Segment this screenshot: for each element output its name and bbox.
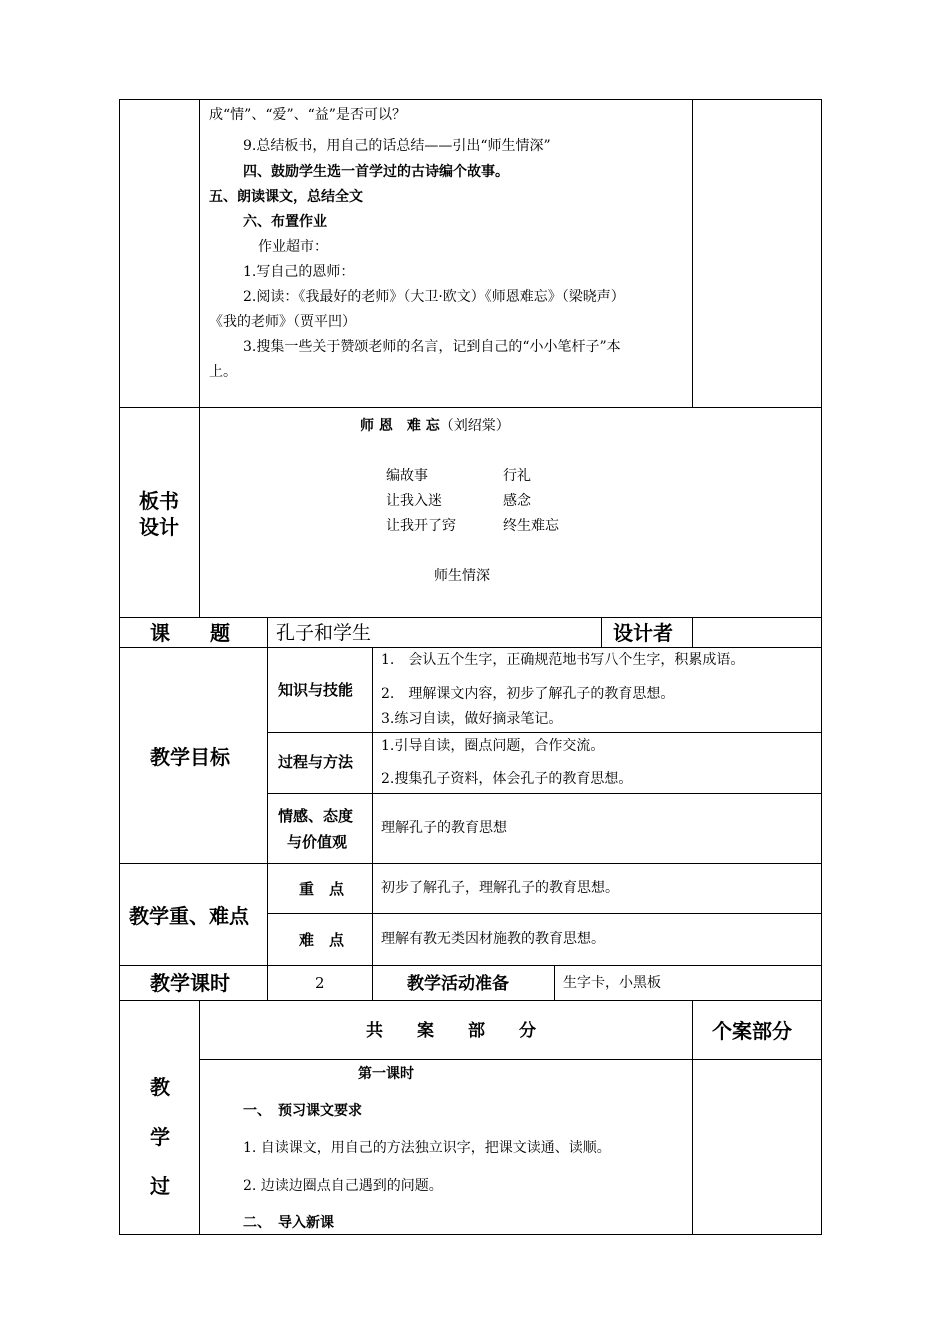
designer-label: 设计者 [613,621,673,645]
key-points-label: 教学重、难点 [129,904,249,928]
board-title [360,417,510,435]
knowledge-item: 3.练习自读，做好摘录笔记。 [381,711,563,727]
knowledge-item: 1. 会认五个生字，正确规范地书写八个生字，积累成语。 [381,652,745,668]
difficult-label: 难 点 [299,931,345,949]
board-left-item: 让我入迷 [386,493,442,509]
section-heading: 四、鼓励学生选一首学过的古诗编个故事。 [243,164,509,180]
board-title-author: （刘绍棠） [439,418,510,434]
text-line: 2.阅读：《我最好的老师》（大卫·欧文）《师恩难忘》（梁晓声） [243,289,625,305]
text-line: 3.搜集一些关于赞颂老师的名言，记到自己的“小小笔杆子”本 [243,339,621,355]
step-text: 1. 自读课文，用自己的方法独立识字，把课文读通、读顺。 [243,1140,611,1156]
section-heading: 六、布置作业 [243,214,327,230]
board-left-item: 编故事 [386,468,428,484]
process-label-char: 教 [150,1075,170,1099]
process-item: 2.搜集孔子资料，体会孔子的教育思想。 [381,771,633,787]
board-design-label: 板书 [139,489,179,513]
knowledge-label: 知识与技能 [278,681,354,699]
board-right-item: 终生难忘 [503,518,559,534]
lesson-title: 第一课时 [358,1066,414,1082]
shared-plan-header: 共 案 部 分 [366,1021,536,1041]
text-line: 成“情”、“爱”、“益”是否可以？ [209,107,406,123]
text-line: 《我的老师》（贾平凹） [209,314,356,330]
step-heading: 一、 预习课文要求 [243,1103,362,1119]
knowledge-item: 2. 理解课文内容，初步了解孔子的教育思想。 [381,686,675,702]
hours-label: 教学课时 [150,971,230,995]
emotion-label: 情感、态度 [278,807,354,825]
board-title-main: 师 恩 难 忘 [360,418,440,434]
prep-value: 生字卡，小黑板 [563,975,661,991]
text-line: 9.总结板书，用自己的话总结——引出“师生情深” [243,138,551,154]
process-label: 过程与方法 [278,753,354,771]
individual-plan-header: 个案部分 [712,1019,792,1043]
board-bottom: 师生情深 [434,568,490,584]
process-item: 1.引导自读，圈点问题，合作交流。 [381,738,605,754]
text-line: 作业超市： [258,239,328,255]
text-line: 1.写自己的恩师： [243,264,355,280]
difficult-text: 理解有教无类因材施教的教育思想。 [381,931,605,947]
key-label: 重 点 [299,880,345,898]
topic-label: 课 题 [150,621,230,645]
step-heading: 二、 导入新课 [243,1215,334,1231]
board-right-item: 行礼 [503,468,531,484]
step-text: 2. 边读边圈点自己遇到的问题。 [243,1178,443,1194]
prep-label: 教学活动准备 [407,974,509,994]
topic-value: 孔子和学生 [276,622,372,644]
process-label-char: 学 [150,1125,170,1149]
emotion-text: 理解孔子的教育思想 [381,820,507,836]
text-line: 上。 [209,364,237,380]
emotion-label: 与价值观 [287,833,348,851]
process-label-char: 过 [150,1174,170,1198]
section-heading: 五、朗读课文，总结全文 [209,189,363,205]
key-text: 初步了解孔子，理解孔子的教育思想。 [381,880,619,896]
board-design-label: 设计 [139,515,179,539]
hours-value: 2 [315,974,325,992]
board-right-item: 感念 [503,493,531,509]
objectives-label: 教学目标 [150,745,230,769]
board-left-item: 让我开了窍 [386,518,456,534]
